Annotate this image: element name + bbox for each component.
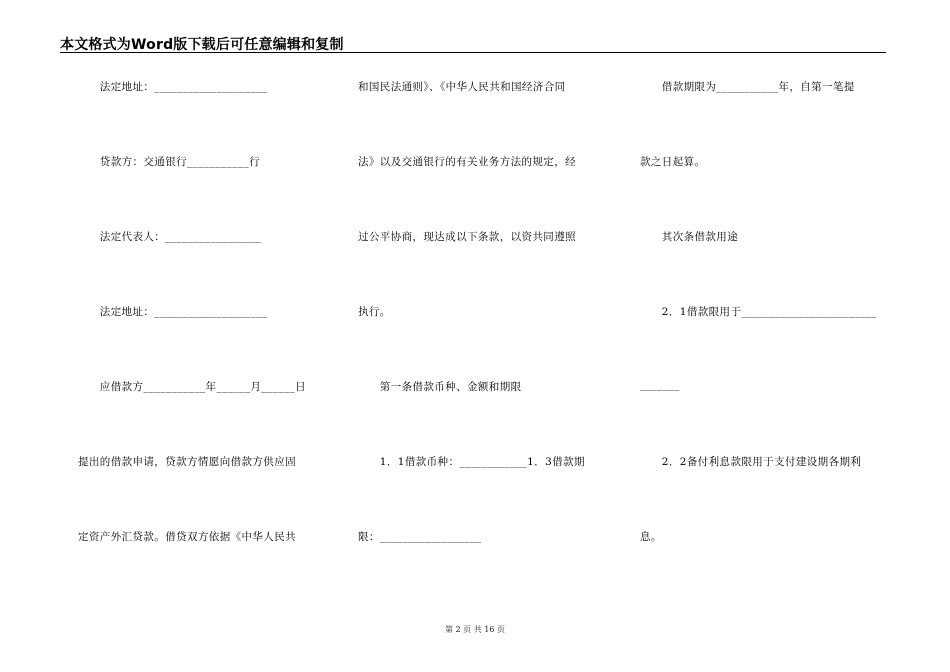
text-line: 应借款方___________年______月______日: [78, 381, 307, 393]
text-line: 贷款方：交通银行___________行: [78, 156, 261, 168]
text-line: 法》以及交通银行的有关业务方法的规定，经: [358, 156, 576, 168]
text-line: 提出的借款申请，贷款方情愿向借款方供应固: [78, 456, 296, 468]
text-line: 借款期限为___________年，自第一笔提: [640, 81, 855, 93]
text-line: 法定代表人：_________________: [78, 231, 262, 243]
text-line: 1．1借款币种：____________1．3借款期: [358, 456, 585, 468]
text-line: _______: [640, 379, 680, 391]
section-heading: 其次条借款用途: [640, 231, 739, 243]
text-line: 法定地址：____________________: [78, 306, 268, 318]
text-line: 限：__________________: [358, 531, 482, 543]
header-divider: [60, 52, 886, 53]
document-header-title: 本文格式为Word版下载后可任意编辑和复制: [60, 37, 344, 53]
section-heading: 第一条借款币种、金额和期限: [358, 381, 522, 393]
page-number: 第 2 页 共 16 页: [445, 625, 505, 634]
text-line: 和国民法通则》、《中华人民共和国经济合同: [358, 81, 566, 93]
text-line: 2．1借款限用于________________________: [640, 306, 877, 318]
text-line: 款之日起算。: [640, 156, 706, 168]
text-line: 执行。: [358, 306, 391, 318]
text-line: 2．2备付利息款限用于支付建设期各期利: [640, 456, 862, 468]
text-line: 法定地址：____________________: [78, 81, 268, 93]
text-line: 过公平协商，现达成以下条款，以资共同遵照: [358, 231, 576, 243]
text-line: 息。: [640, 531, 662, 543]
text-line: 定资产外汇贷款。借贷双方依据《中华人民共: [78, 531, 296, 543]
